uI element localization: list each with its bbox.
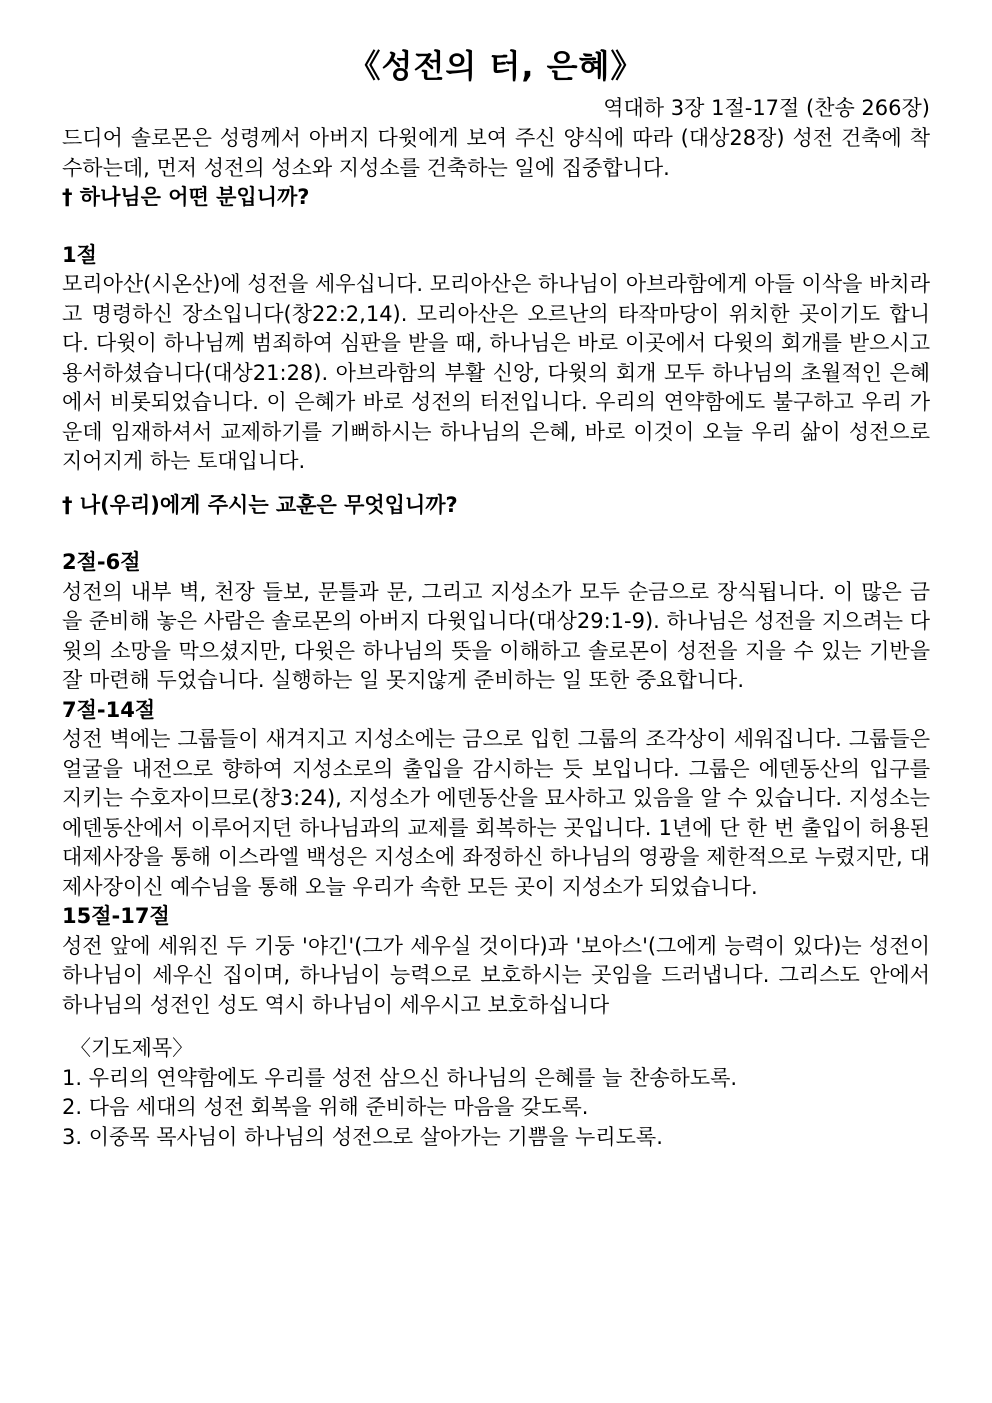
prayer-heading: 〈기도제목〉 [70,1036,194,1060]
verse-heading-4: 15절-17절 [62,904,170,928]
verse-paragraph-1: 모리아산(시온산)에 성전을 세우십니다. 모리아산은 하나님이 아브라함에게 아들 이삭을 바치라고 명령하신 장소입니다(창22:2,14). 모리아산은 오르난의 타작마당이 위치한 곳이기도 합니다. 다윗이 하나님께 범죄하여 심판을 받을 때, 하나님은 바로 이곳에서 다윗의 회개를 받으시고 용서하셨습니다(대상21:28). 아브라함의 부활 신앙, 다윗의 회개 모두 하나님의 초월적인 은혜에서 비롯되었습니다. 이 은혜가 바로 성전의 터전입니다. 우리의 연약함에도 불구하고 우리 가운데 임재하셔서 교제하기를 기뻐하시는 하나님의 은혜, 바로 이것이 오늘 우리 삶이 성전으로 지어지게 하는 토대입니다. [62,272,930,473]
spacer [62,520,930,548]
verse-heading-2: 2절-6절 [62,550,141,574]
verse-paragraph-3: 성전 벽에는 그룹들이 새겨지고 지성소에는 금으로 입힌 그룹의 조각상이 세워집니다. 그룹들은 얼굴을 내전으로 향하여 지성소로의 출입을 감시하는 듯 보입니다. 그룹은 에덴동산의 입구를 지키는 수호자이므로(창3:24), 지성소가 에덴동산을 묘사하고 있음을 알 수 있습니다. 지성소는 에덴동산에서 이루어지던 하나님과의 교제를 회복하는 곳입니다. 1년에 단 한 번 출입이 허용된 대제사장을 통해 이스라엘 백성은 지성소에 좌정하신 하나님의 영광을 제한적으로 누렸지만, 대제사장이신 예수님을 통해 오늘 우리가 속한 모든 곳이 지성소가 되었습니다. [62,727,930,899]
question-heading-1: † 하나님은 어떤 분입니까? [62,185,310,209]
page-title: 《성전의 터, 은혜》 [348,47,644,85]
bulletin-page [62,40,930,1152]
prayer-item: 3. 이중목 목사님이 하나님의 성전으로 살아가는 기쁨을 누리도록. [62,1124,663,1149]
verse-paragraph-4: 성전 앞에 세워진 두 기둥 '야긴'(그가 세우실 것이다)과 '보아스'(그에게 능력이 있다)는 성전이 하나님이 세우신 집이며, 하나님이 능력으로 보호하시는 곳임을 드러냅니다. 그리스도 안에서 하나님의 성전인 성도 역시 하나님이 세우시고 보호하십니다 [62,933,930,1017]
spacer [62,213,930,241]
prayer-item: 2. 다음 세대의 성전 회복을 위해 준비하는 마음을 갖도록. [62,1095,589,1119]
verse-heading-1: 1절 [62,242,97,267]
prayer-list [62,1064,930,1153]
spacer [62,477,930,491]
prayer-item: 1. 우리의 연약함에도 우리를 성전 삼으신 하나님의 은혜를 늘 찬송하도록. [62,1065,738,1090]
intro-paragraph: 드디어 솔로몬은 성령께서 아버지 다윗에게 보여 주신 양식에 따라 (대상28장) 성전 건축에 착수하는데, 먼저 성전의 성소와 지성소를 건축하는 일에 집중합니다. [62,126,930,180]
spacer [62,1020,930,1034]
verse-heading-3: 7절-14절 [62,697,156,722]
question-heading-2: † 나(우리)에게 주시는 교훈은 무엇입니까? [62,492,458,517]
verse-paragraph-2: 성전의 내부 벽, 천장 들보, 문틀과 문, 그리고 지성소가 모두 순금으로 장식됩니다. 이 많은 금을 준비해 놓은 사람은 솔로몬의 아버지 다윗입니다(대상29:1-9). 하나님은 성전을 지으려는 다윗의 소망을 막으셨지만, 다윗은 하나님의 뜻을 이해하고 솔로몬이 성전을 지을 수 있는 기반을 잘 마련해 두었습니다. 실행하는 일 못지않게 준비하는 일 또한 중요합니다. [62,579,930,692]
scripture-reference: 역대하 3장 1절-17절 (찬송 266장) [603,96,930,120]
